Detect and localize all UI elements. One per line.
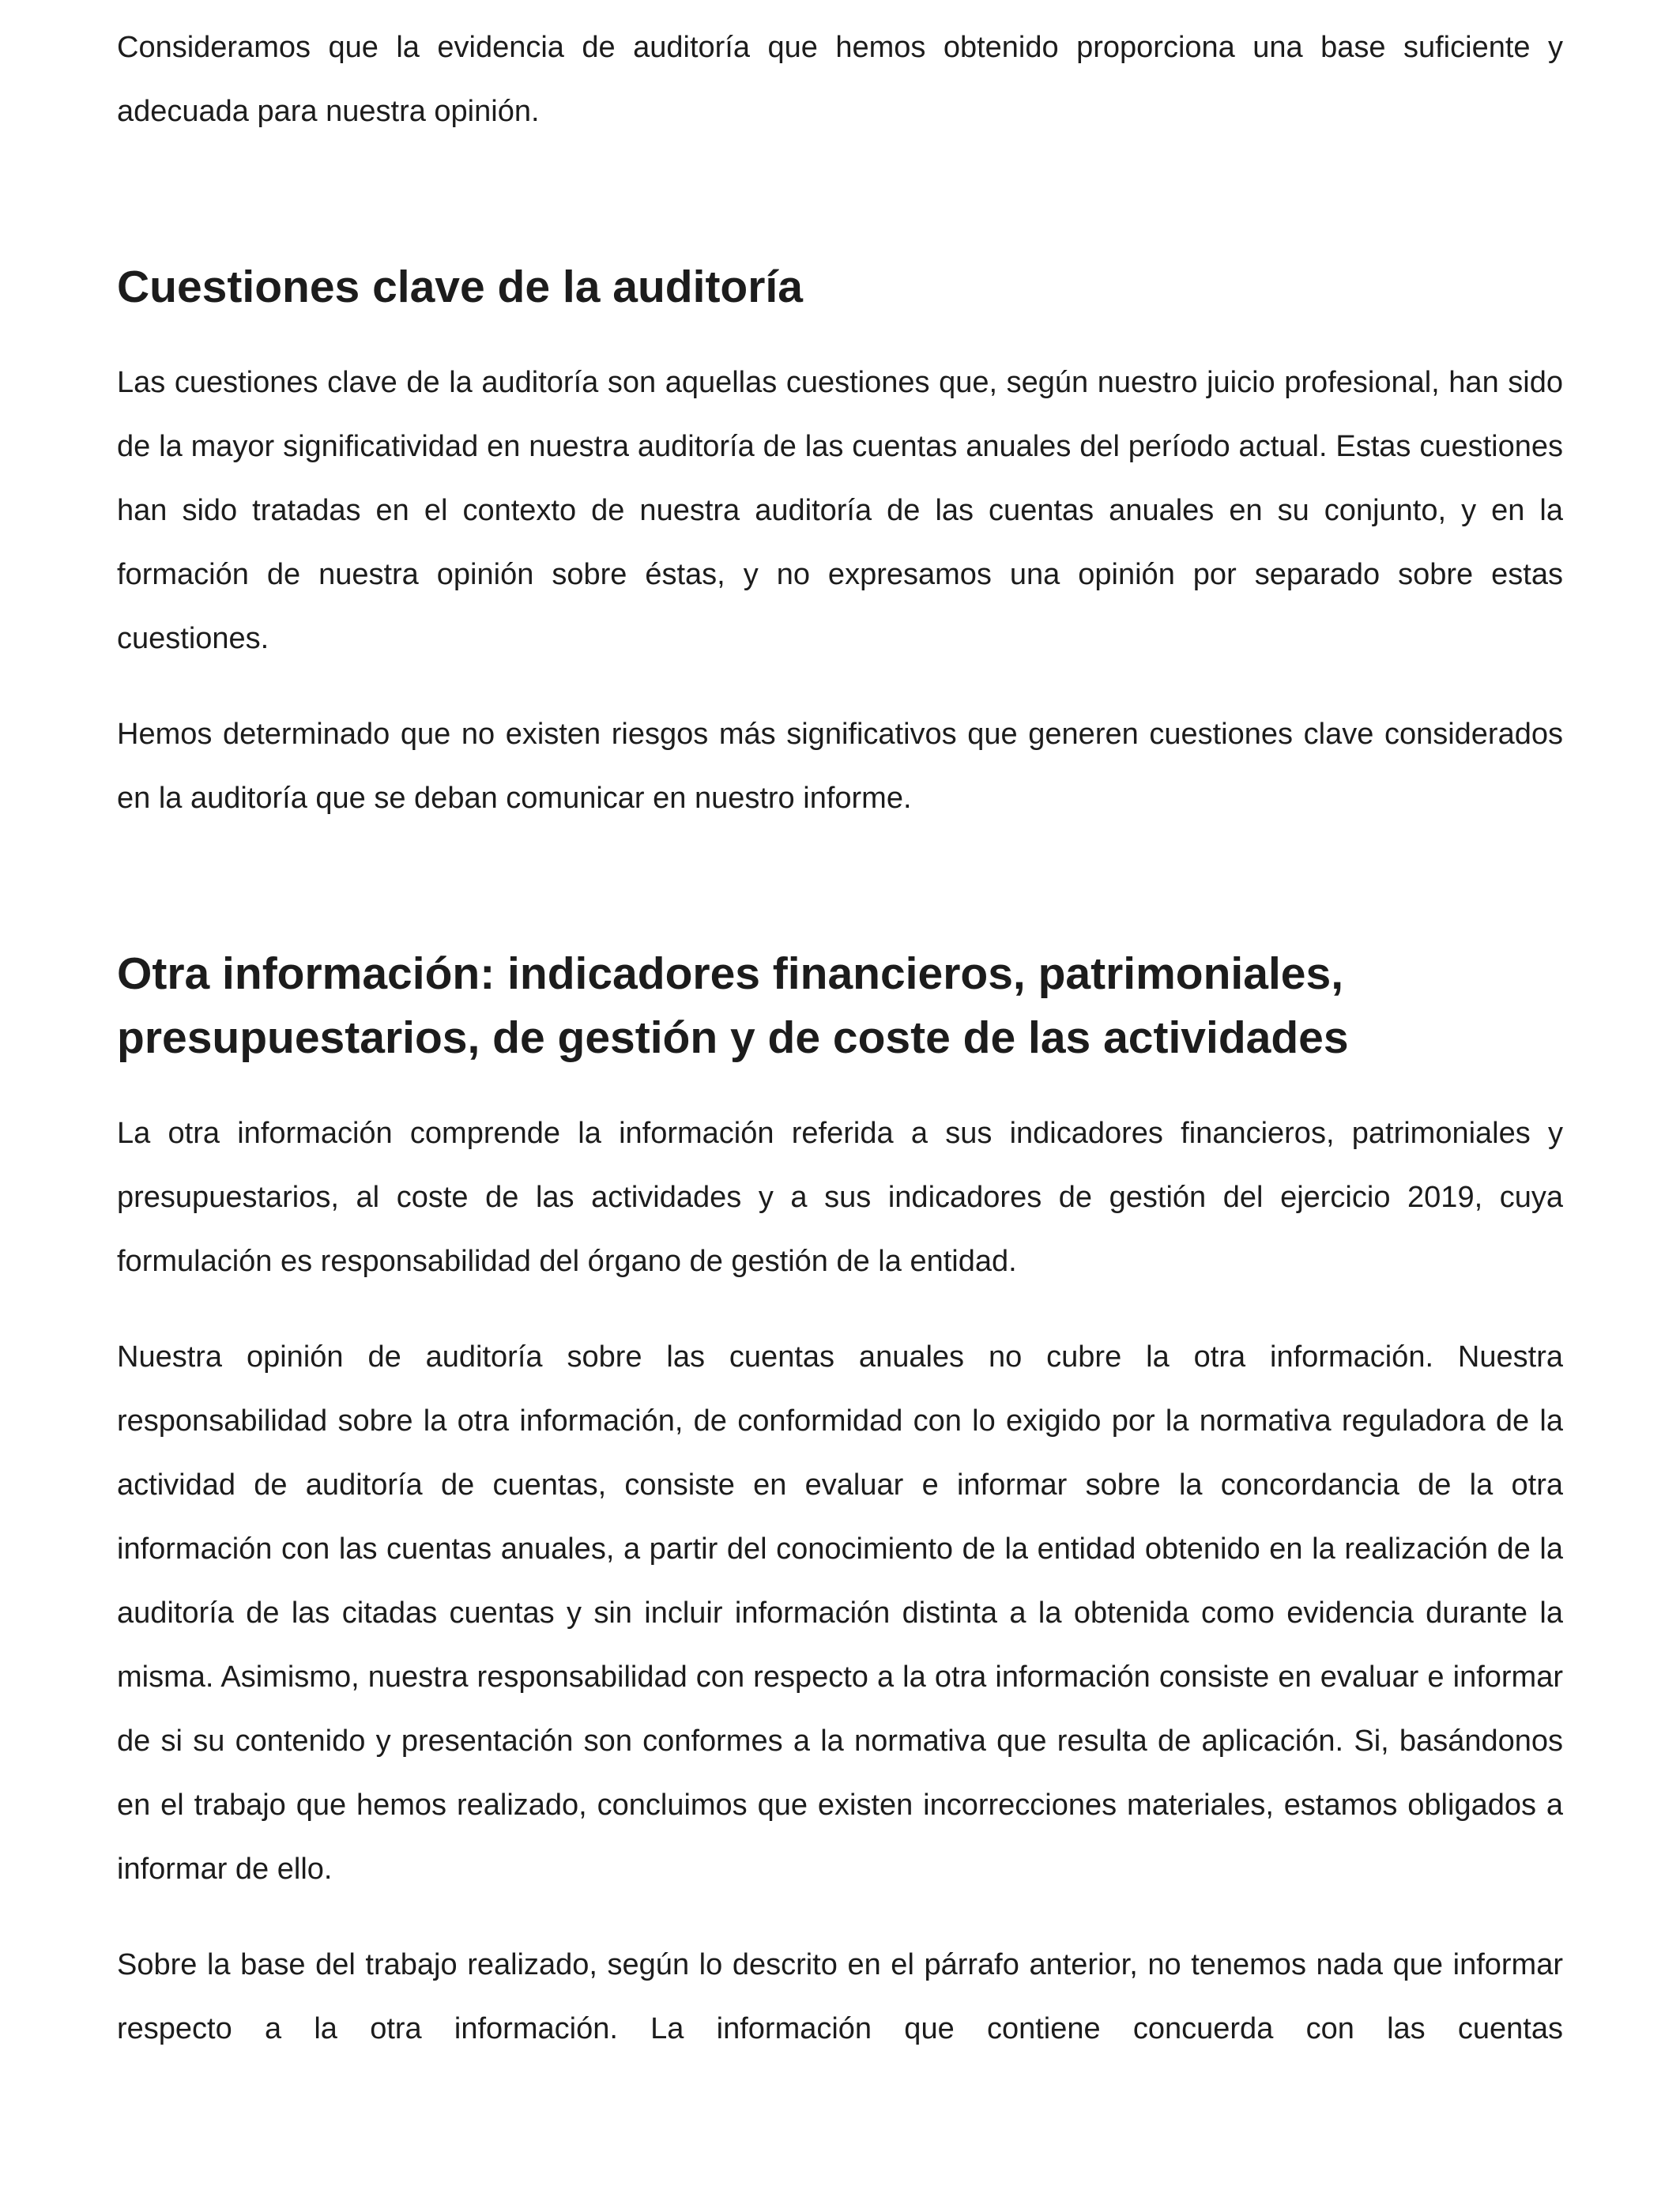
other-information-paragraph-2: Nuestra opinión de auditoría sobre las cuentas anuales no cubre la otra información. Nuestra responsabilidad sobre la otra información, de conformidad con lo exigido por la normativa reguladora de la actividad de auditoría de cuentas, consiste en evaluar e informar sobre la concordancia de la otra información con las cuentas anuales, a partir del conocimiento de la entidad obtenido en la realización de la auditoría de las citadas cuentas y sin incluir información distinta a la obtenida como evidencia durante la misma. Asimismo, nuestra responsabilidad con respecto a la otra información consiste en evaluar e informar de si su contenido y presentación son conformes a la normativa que resulta de aplicación. Si, basándonos en el trabajo que hemos realizado, concluimos que existen incorrecciones materiales, estamos obligados a informar de ello. xyxy=(117,1340,1563,1886)
other-information-paragraph-1: La otra información comprende la información referida a sus indicadores financieros, patrimoniales y presupuestarios, al coste de las actividades y a sus indicadores de gestión del ejercicio 2019, cuya formulación es responsabilidad del órgano de gestión de la entidad. xyxy=(117,1117,1563,1278)
intro-paragraph: Consideramos que la evidencia de auditoría que hemos obtenido proporciona una base suficiente y adecuada para nuestra opinión. xyxy=(117,31,1563,128)
document-page xyxy=(117,16,1563,2061)
key-audit-matters-heading: Cuestiones clave de la auditoría xyxy=(117,262,803,312)
key-audit-matters-paragraph-1: Las cuestiones clave de la auditoría son aquellas cuestiones que, según nuestro juicio profesional, han sido de la mayor significatividad en nuestra auditoría de las cuentas anuales del período actual. Estas cuestiones han sido tratadas en el contexto de nuestra auditoría de las cuentas anuales en su conjunto, y en la formación de nuestra opinión sobre éstas, y no expresamos una opinión por separado sobre estas cuestiones. xyxy=(117,366,1563,655)
other-information-paragraph-3: Sobre la base del trabajo realizado, según lo descrito en el párrafo anterior, no tenemos nada que informar respecto a la otra información. La información que contiene concuerda con las cuentas xyxy=(117,1948,1563,2045)
other-information-heading: Otra información: indicadores financieros, patrimoniales, presupuestarios, de gestión y de coste de las actividades xyxy=(117,948,1349,1063)
key-audit-matters-paragraph-2: Hemos determinado que no existen riesgos más significativos que generen cuestiones clave considerados en la auditoría que se deban comunicar en nuestro informe. xyxy=(117,718,1563,815)
